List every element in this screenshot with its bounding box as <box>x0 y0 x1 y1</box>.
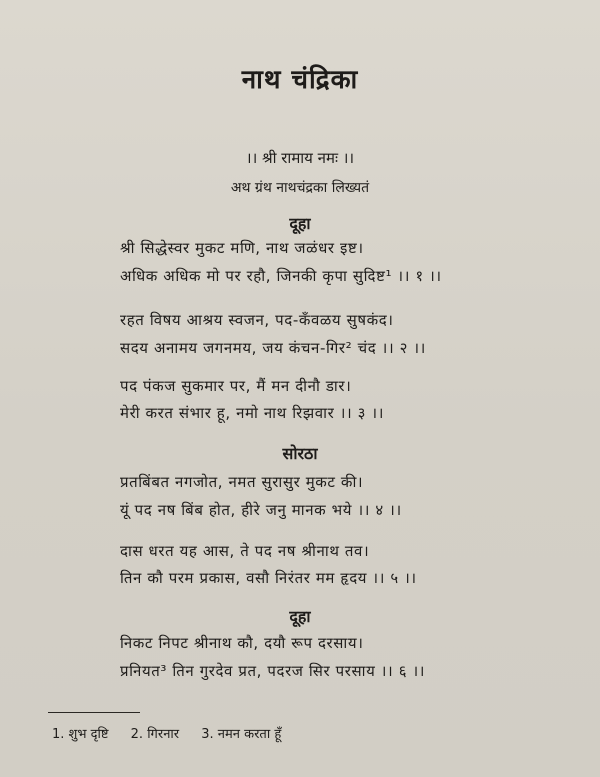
verse-line: श्री सिद्धेस्वर मुकट मणि, नाथ जळंधर इष्ट। <box>120 239 364 257</box>
verse-line: पद पंकज सुकमार पर, मैं मन दीनौ डार। <box>120 377 352 395</box>
section-heading: सोरठा <box>282 444 318 463</box>
section-heading: दूहा <box>289 607 311 626</box>
verse-line: सदय अनामय जगनमय, जय कंचन-गिर² चंद ।। २ ।। <box>120 339 426 357</box>
verse-line: प्रतबिंबत नगजोत, नमत सुरासुर मुकट की। <box>120 473 364 491</box>
verse-line: रहत विषय आश्रय स्वजन, पद-कँवळय सुषकंद। <box>120 311 394 329</box>
verse-line: निकट निपट श्रीनाथ कौ, दयौ रूप दरसाय। <box>120 634 364 652</box>
page-title: नाथ चंद्रिका <box>241 65 359 95</box>
verse-line: तिन कौ परम प्रकास, वसौ निरंतर मम हृदय ।। ५ ।। <box>120 569 417 587</box>
footnotes <box>52 724 299 742</box>
footnote-item: 3. नमन करता हूँ <box>201 727 282 742</box>
footnote-item: 1. शुभ दृष्टि <box>52 727 109 742</box>
subtitle: अथ ग्रंथ नाथचंद्रका लिख्यतं <box>230 180 370 196</box>
section-heading: दूहा <box>289 214 311 233</box>
verse-line: मेरी करत संभार हू, नमो नाथ रिझवार ।। ३ ।। <box>120 404 384 422</box>
footnote-item: 2. गिरनार <box>130 727 180 742</box>
verse-line: यूं पद नष बिंब होत, हीरे जनु मानक भये ।। ४ ।। <box>120 501 402 519</box>
verse-line: प्रनियत³ तिन गुरदेव प्रत, पदरज सिर परसाय ।। ६ ।। <box>120 662 426 680</box>
verse-line: दास धरत यह आस, ते पद नष श्रीनाथ तव। <box>120 542 370 560</box>
invocation: ।। श्री रामाय नमः ।। <box>245 149 355 167</box>
verse-line: अधिक अधिक मो पर रहौ, जिनकी कृपा सुदिष्ट¹ ।। १ ।। <box>120 267 442 285</box>
footnote-divider <box>48 712 140 713</box>
